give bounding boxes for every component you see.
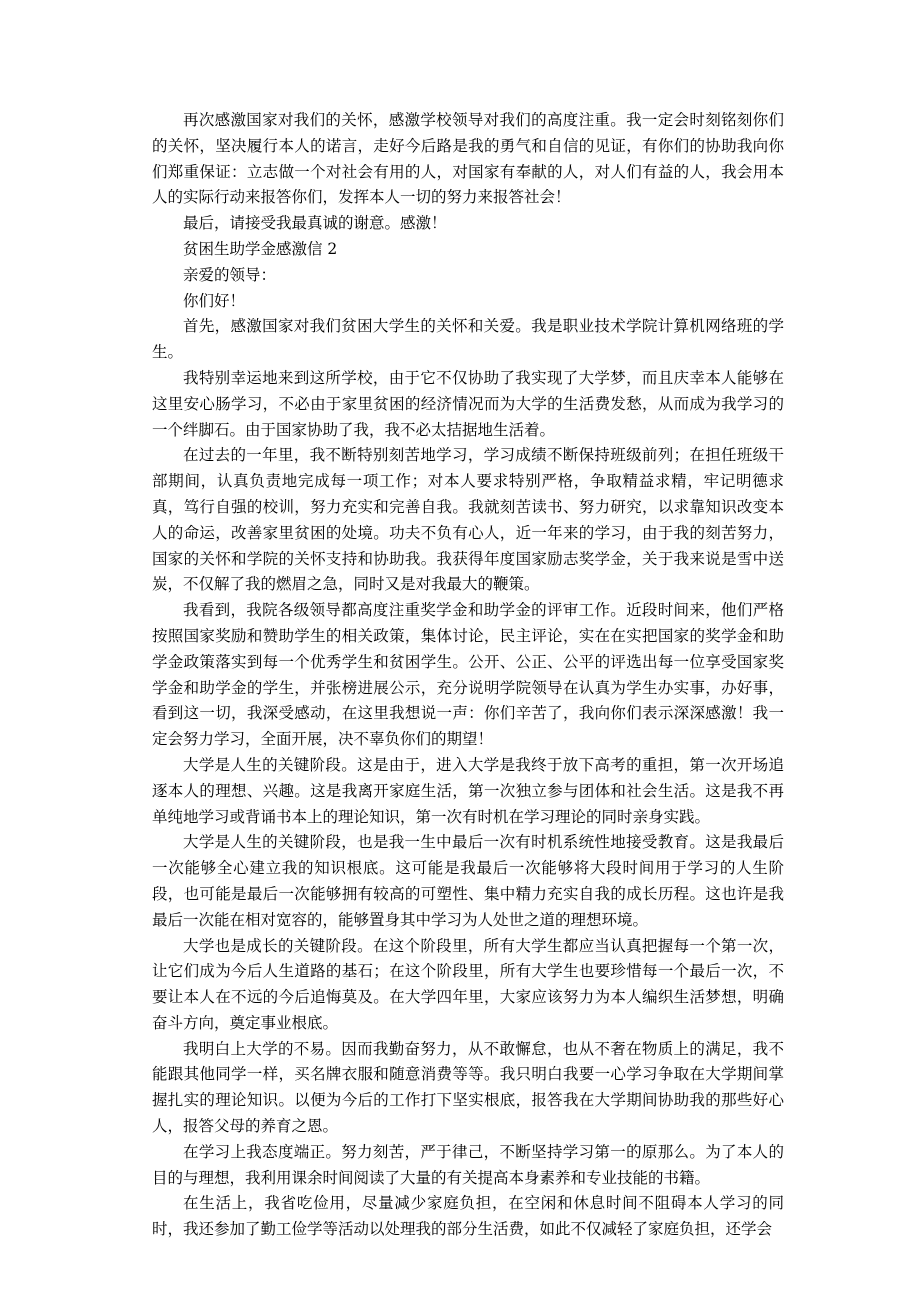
document-body xyxy=(152,108,784,1243)
paragraph: 我看到，我院各级领导都高度注重奖学金和助学金的评审工作。近段时间来，他们严格按照国家奖励和赞助学生的相关政策，集体讨论，民主评论，实在在实把国家的奖学金和助学金政策落实到每一个优秀学生和贫困学生。公开、公正、公平的评选出每一位享受国家奖学金和助学金的学生，并张榜进展公示，充分说明学院领导在认真为学生办实事，办好事，看到这一切，我深受感动，在这里我想说一声：你们辛苦了，我向你们表示深深感激！我一定会努力学习，全面开展，决不辜负你们的期望！ xyxy=(152,601,784,749)
letter-title: 贫困生助学金感激信 2 xyxy=(183,239,338,258)
paragraph: 最后，请接受我最真诚的谢意。感激！ xyxy=(183,214,447,233)
paragraph: 大学是人生的关键阶段。这是由于，进入大学是我终于放下高考的重担，第一次开场追逐本人的理想、兴趣。这是我离开家庭生活，第一次独立参与团体和社会生活。这是我不再单纯地学习或背诵书本上的理论知识，第一次有时机在学习理论的同时亲身实践。 xyxy=(152,755,784,826)
paragraph: 首先，感激国家对我们贫困大学生的关怀和关爱。我是职业技术学院计算机网络班的学生。 xyxy=(152,317,784,362)
salutation: 亲爱的领导： xyxy=(183,265,277,284)
paragraph: 在过去的一年里，我不断特别刻苦地学习，学习成绩不断保持班级前列；在担任班级干部期间，认真负责地完成每一项工作；对本人要求特别严格，争取精益求精，牢记明德求真，笃行自强的校训，努力充实和完善自我。我就刻苦读书、努力研究，以求靠知识改变本人的命运，改善家里贫困的处境。功夫不负有心人，近一年来的学习，由于我的刻苦努力，国家的关怀和学院的关怀支持和协助我。我获得年度国家励志奖学金，关于我来说是雪中送炭，不仅解了我的燃眉之急，同时又是对我最大的鞭策。 xyxy=(152,446,784,594)
paragraph: 在学习上我态度端正。努力刻苦，严于律己，不断坚持学习第一的原那么。为了本人的目的与理想，我利用课余时间阅读了大量的有关提高本身素养和专业技能的书籍。 xyxy=(152,1142,784,1187)
paragraph: 大学是人生的关键阶段，也是我一生中最后一次有时机系统性地接受教育。这是我最后一次能够全心建立我的知识根底。这可能是我最后一次能够将大段时间用于学习的人生阶段，也可能是最后一次能够拥有较高的可塑性、集中精力充实自我的成长历程。这也许是我最后一次能在相对宽容的，能够置身其中学习为人处世之道的理想环境。 xyxy=(152,833,784,929)
paragraph: 再次感激国家对我们的关怀，感激学校领导对我们的高度注重。我一定会时刻铭刻你们的关怀，坚决履行本人的诺言，走好今后路是我的勇气和自信的见证，有你们的协助我向你们郑重保证：立志做一个对社会有用的人，对国家有奉献的人，对人们有益的人，我会用本人的实际行动来报答你们，发挥本人一切的努力来报答社会！ xyxy=(152,111,784,207)
paragraph: 大学也是成长的关键阶段。在这个阶段里，所有大学生都应当认真把握每一个第一次，让它们成为今后人生道路的基石；在这个阶段里，所有大学生也要珍惜每一个最后一次，不要让本人在不远的今后追悔莫及。在大学四年里，大家应该努力为本人编织生活梦想，明确奋斗方向，奠定事业根底。 xyxy=(152,936,784,1032)
paragraph: 我明白上大学的不易。因而我勤奋努力，从不敢懈怠，也从不奢在物质上的满足，我不能跟其他同学一样，买名牌衣服和随意消费等等。我只明白我要一心学习争取在大学期间掌握扎实的理论知识。以便为今后的工作打下坚实根底，报答我在大学期间协助我的那些好心人，报答父母的养育之恩。 xyxy=(152,1039,784,1136)
paragraph: 我特别幸运地来到这所学校，由于它不仅协助了我实现了大学梦，而且庆幸本人能够在这里安心肠学习，不必由于家里贫困的经济情况而为大学的生活费发愁，从而成为我学习的一个绊脚石。由于国家协助了我，我不必太拮据地生活着。 xyxy=(152,368,784,439)
paragraph: 在生活上，我省吃俭用，尽量减少家庭负担，在空闲和休息时间不阻碍本人学习的同时，我还参加了勤工俭学等活动以处理我的部分生活费，如此不仅减轻了家庭负担，还学会 xyxy=(152,1194,784,1239)
greeting: 你们好！ xyxy=(183,291,246,310)
